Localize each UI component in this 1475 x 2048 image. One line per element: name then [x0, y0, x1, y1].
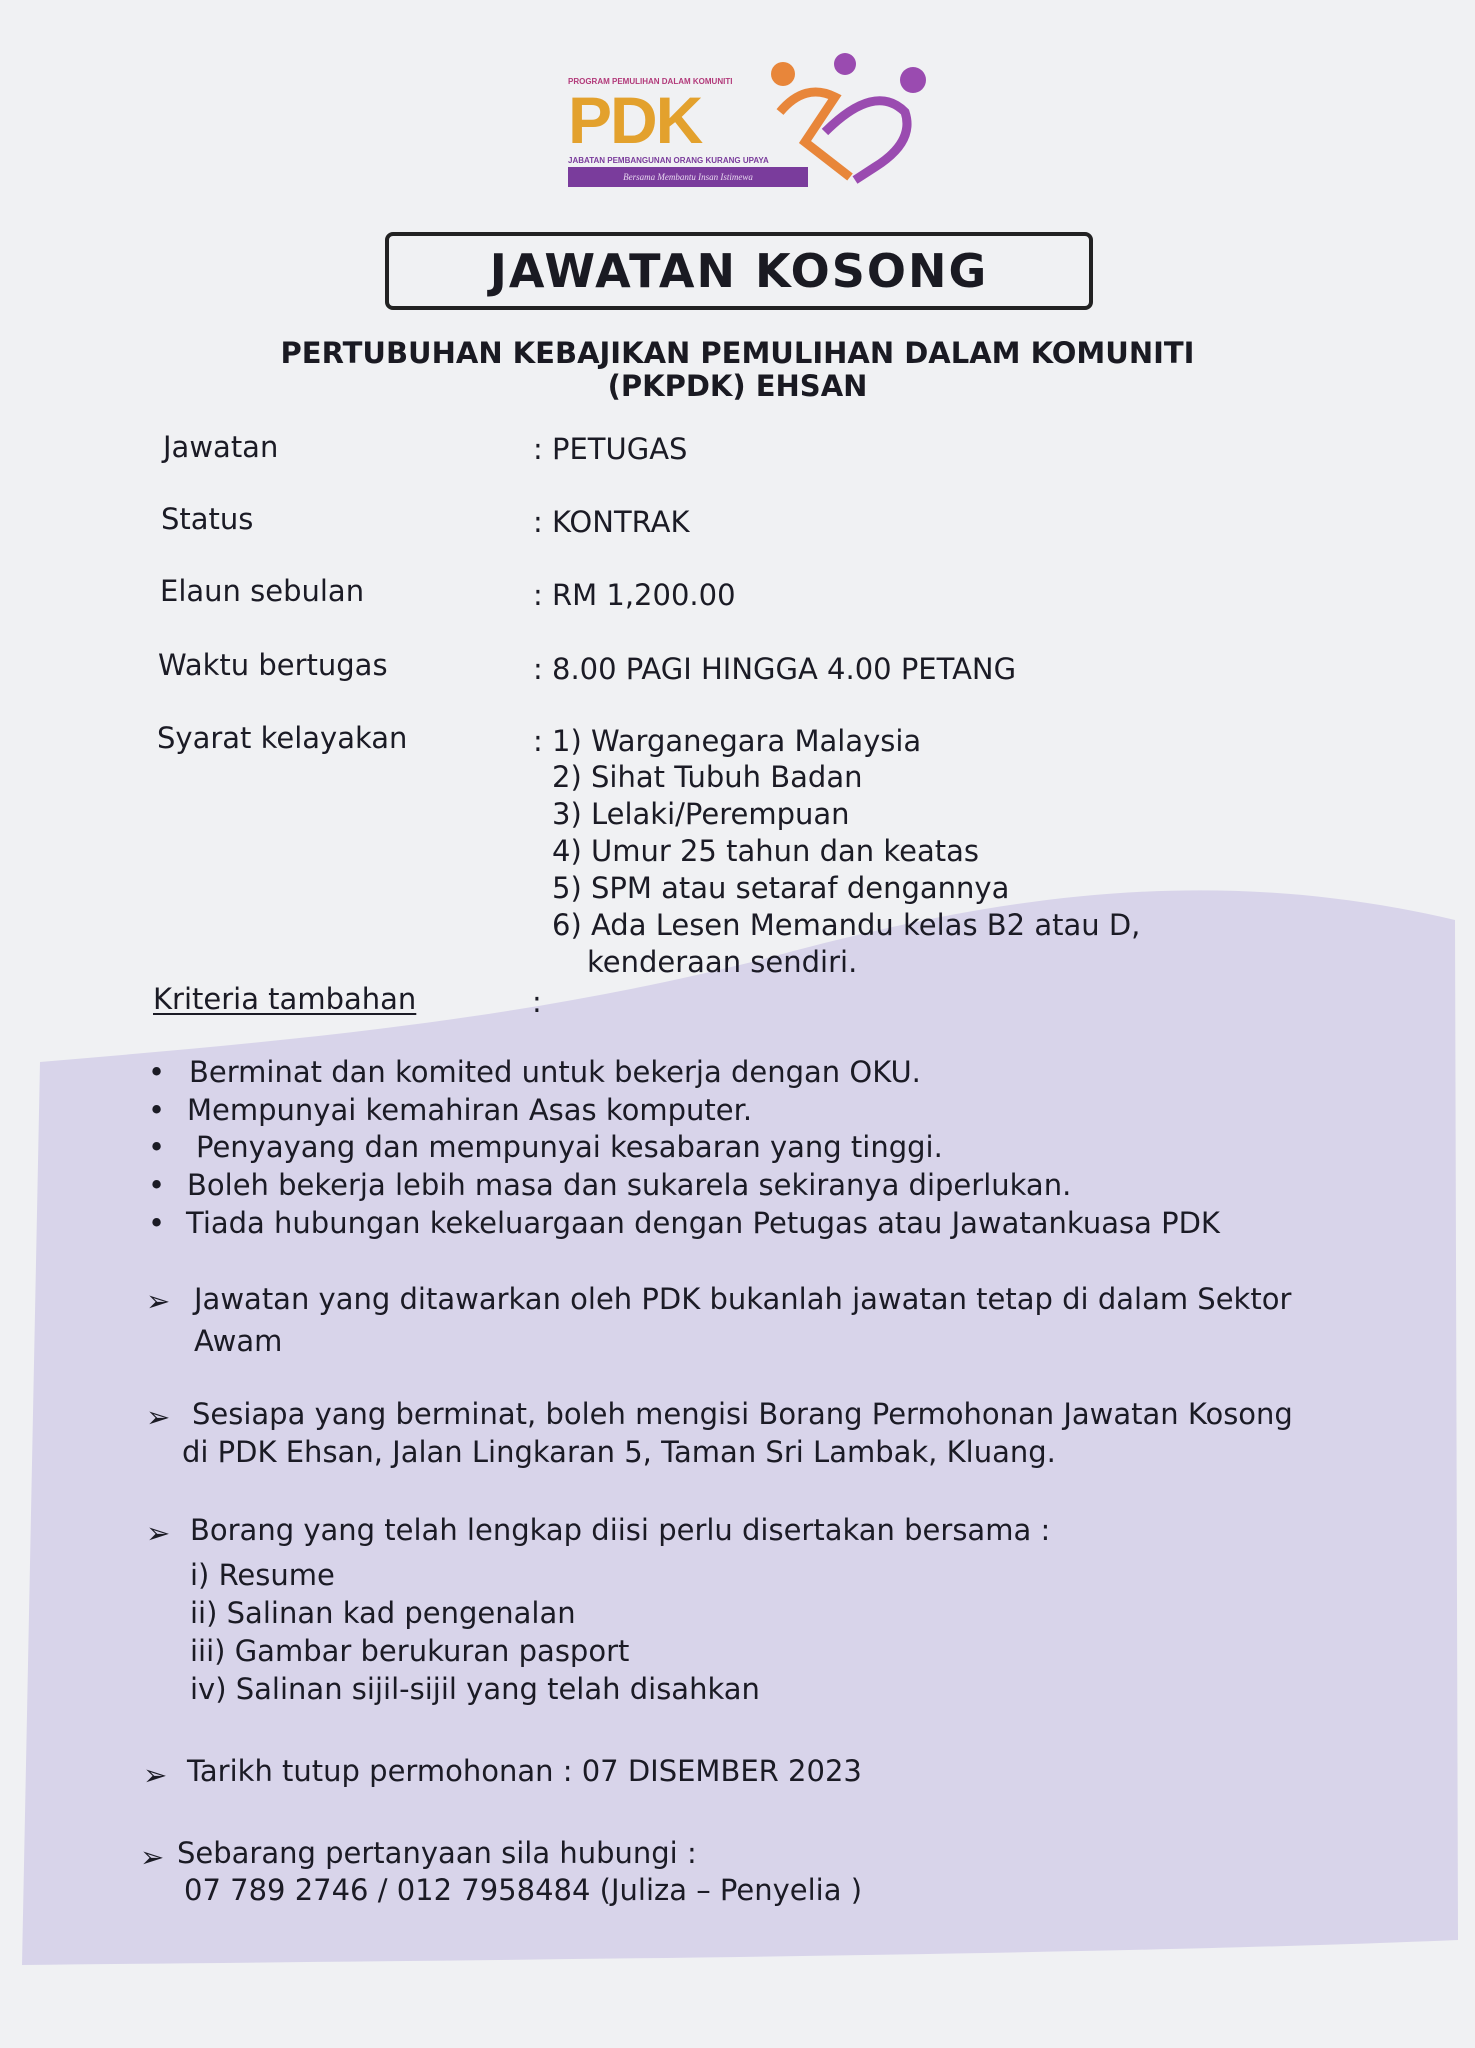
value-elaun: : RM 1,200.00 [533, 578, 736, 612]
arrow-icon: ➢ [146, 1400, 171, 1434]
arrow-icon: ➢ [146, 1284, 171, 1318]
note-line: di PDK Ehsan, Jalan Lingkaran 5, Taman Sri Lambak, Kluang. [182, 1435, 1056, 1469]
arrow-icon: ➢ [140, 1840, 165, 1874]
closing-date: Tarikh tutup permohonan : 07 DISEMBER 2023 [187, 1754, 862, 1788]
label-syarat: Syarat kelayakan [157, 721, 408, 755]
organization-line-1: PERTUBUHAN KEBAJIKAN PEMULIHAN DALAM KOMUNITI [280, 336, 1195, 370]
bullet-icon: • [148, 1130, 166, 1164]
label-elaun: Elaun sebulan [160, 574, 365, 608]
note-line: Jawatan yang ditawarkan oleh PDK bukanlah jawatan tetap di dalam Sektor [194, 1282, 1292, 1316]
logo-top-text: PROGRAM PEMULIHAN DALAM KOMUNITI [568, 77, 733, 86]
contact-heading: Sebarang pertanyaan sila hubungi : [177, 1836, 697, 1870]
requirement-item: 4) Umur 25 tahun dan keatas [552, 834, 979, 868]
label-waktu: Waktu bertugas [158, 648, 388, 682]
note-line: Sesiapa yang berminat, boleh mengisi Borang Permohonan Jawatan Kosong [192, 1397, 1293, 1431]
value-jawatan: : PETUGAS [533, 432, 688, 466]
requirement-item: 5) SPM atau setaraf dengannya [552, 871, 1010, 905]
document-item: ii) Salinan kad pengenalan [190, 1596, 576, 1630]
criteria-colon: : [532, 985, 542, 1019]
arrow-icon: ➢ [146, 1516, 171, 1550]
requirement-item: 3) Lelaki/Perempuan [552, 797, 850, 831]
bullet-icon: • [148, 1168, 166, 1202]
note-line: Awam [194, 1324, 283, 1358]
requirement-item: 2) Sihat Tubuh Badan [552, 760, 863, 794]
criteria-item: Tiada hubungan kekeluargaan dengan Petugas atau Jawatankuasa PDK [186, 1206, 1220, 1240]
value-status: : KONTRAK [533, 505, 690, 539]
logo-main: PDK [568, 83, 702, 157]
bullet-icon: • [148, 1055, 166, 1089]
criteria-item: Penyayang dan mempunyai kesabaran yang tinggi. [196, 1130, 943, 1164]
note-line: Borang yang telah lengkap diisi perlu disertakan bersama : [190, 1513, 1051, 1547]
document-item: i) Resume [190, 1558, 335, 1592]
criteria-item: Boleh bekerja lebih masa dan sukarela sekiranya diperlukan. [187, 1168, 1072, 1202]
page-title: JAWATAN KOSONG [385, 232, 1093, 310]
criteria-item: Berminat dan komited untuk bekerja dengan OKU. [189, 1055, 921, 1089]
logo-bottom-text: JABATAN PEMBANGUNAN ORANG KURANG UPAYA [568, 156, 769, 165]
arrow-icon: ➢ [143, 1758, 168, 1792]
organization-line-2: (PKPDK) EHSAN [607, 369, 868, 403]
requirement-item: kenderaan sendiri. [587, 945, 858, 979]
contact-numbers: 07 789 2746 / 012 7958484 (Juliza – Penyelia ) [184, 1873, 863, 1907]
criteria-heading [153, 982, 416, 1016]
pdk-logo [565, 52, 935, 192]
logo-tagline: Bersama Membantu Insan Istimewa [568, 167, 808, 187]
label-jawatan: Jawatan [163, 430, 279, 464]
bullet-icon: • [148, 1093, 166, 1127]
criteria-label: Kriteria tambahan [153, 982, 417, 1016]
requirement-item: 6) Ada Lesen Memandu kelas B2 atau D, [552, 908, 1141, 942]
document-item: iv) Salinan sijil-sijil yang telah disahkan [190, 1672, 760, 1706]
criteria-item: Mempunyai kemahiran Asas komputer. [187, 1093, 753, 1127]
value-waktu: : 8.00 PAGI HINGGA 4.00 PETANG [533, 652, 1017, 686]
label-status: Status [161, 502, 254, 536]
value-syarat: : 1) Warganegara Malaysia [533, 724, 922, 758]
document-item: iii) Gambar berukuran pasport [190, 1634, 630, 1668]
bullet-icon: • [148, 1206, 166, 1240]
heart-people-icon [765, 52, 935, 192]
